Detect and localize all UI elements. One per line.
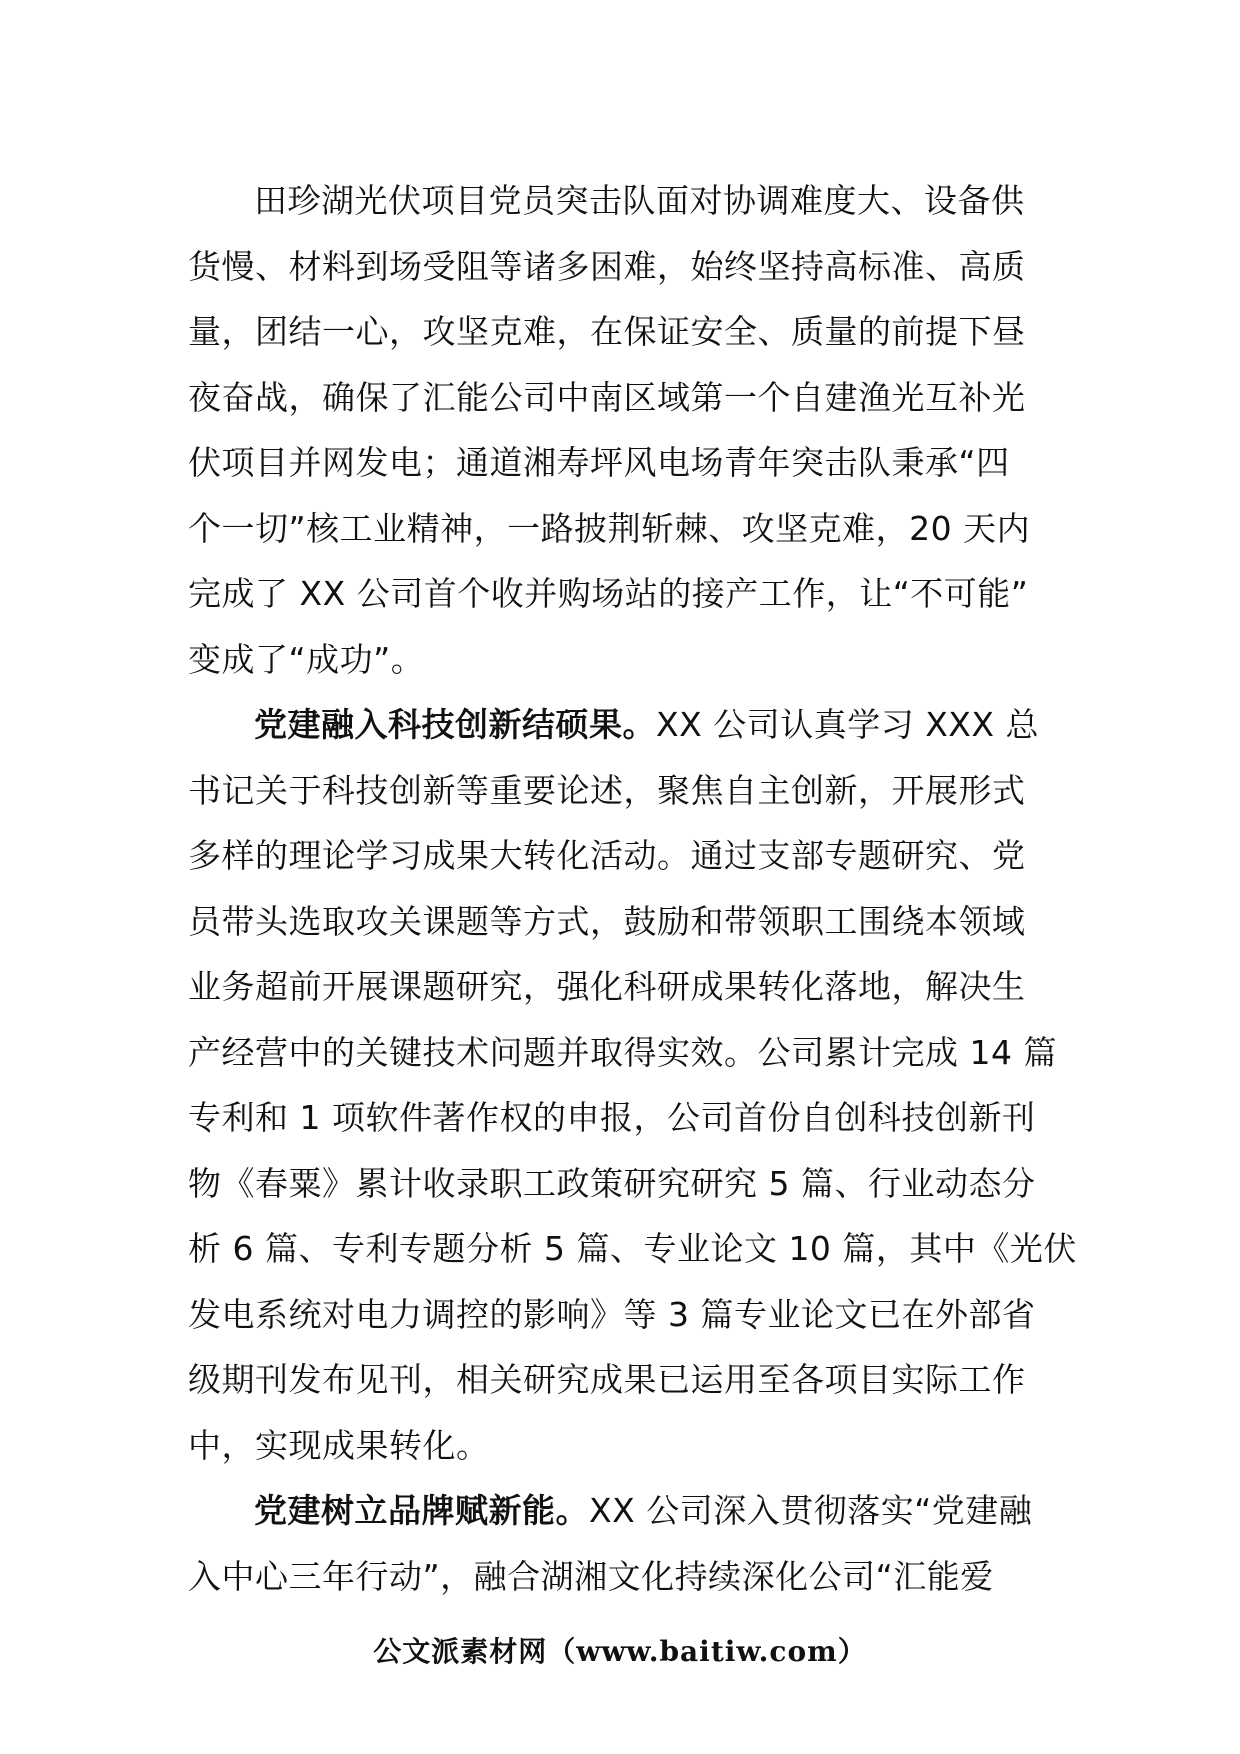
paragraph-tech-innovation [188,692,1077,1478]
text-line: 完成了 XX 公司首个收并购场站的接产工作，让“不可能” [188,574,1029,613]
text-line: 变成了“成功”。 [188,639,425,679]
text-line: 中，实现成果转化。 [188,1425,490,1465]
paragraph-heading: 党建融入科技创新结硕果。 [254,705,656,744]
text-line: 田珍湖光伏项目党员突击队面对协调难度大、设备供 [254,181,1025,220]
text-line: 员带头选取攻关课题等方式，鼓励和带领职工围绕本领域 [188,901,1026,941]
footer-watermark: 公文派素材网（www.baitiw.com） [373,1635,867,1668]
text-line: 析 6 篇、专利专题分析 5 篇、专业论文 10 篇，其中《光伏 [188,1229,1077,1268]
text-line: 量，团结一心，攻坚克难，在保证安全、质量的前提下昼 [188,312,1026,351]
text-line: 业务超前开展课题研究，强化科研成果转化落地，解决生 [188,967,1026,1006]
text-line: 产经营中的关键技术问题并取得实效。公司累计完成 14 篇 [188,1032,1057,1072]
text-run: XX 公司认真学习 XXX 总 [656,705,1040,744]
text-line: 伏项目并网发电；通道湘寿坪风电场青年突击队秉承“四 [188,443,1010,482]
text-line [188,692,1048,758]
paragraph-heading: 党建树立品牌赋新能。 [254,1491,589,1530]
text-line: 发电系统对电力调控的影响》等 3 篇专业论文已在外部省 [188,1294,1036,1334]
text-line: 级期刊发布见刊，相关研究成果已运用至各项目实际工作 [188,1360,1026,1399]
paragraph-project-teams [188,168,1048,692]
text-run: XX 公司深入贯彻落实“党建融 [589,1491,1033,1530]
body-text [188,168,1077,1609]
text-line: 专利和 1 项软件著作权的申报，公司首份自创科技创新刊 [188,1098,1036,1137]
paragraph-brand-building [188,1478,1048,1609]
text-line: 多样的理论学习成果大转化活动。通过支部专题研究、党 [188,836,1026,875]
text-line: 入中心三年行动”，融合湖湘文化持续深化公司“汇能爱 [188,1556,994,1596]
text-line: 夜奋战，确保了汇能公司中南区域第一个自建渔光互补光 [188,377,1026,417]
text-line: 货慢、材料到场受阻等诸多困难，始终坚持高标准、高质 [188,246,1026,286]
text-line: 书记关于科技创新等重要论述，聚焦自主创新，开展形式 [188,770,1026,810]
text-line [188,1478,1048,1544]
text-line: 物《春粟》累计收录职工政策研究研究 5 篇、行业动态分 [188,1163,1036,1203]
text-line: 个一切”核工业精神，一路披荆斩棘、攻坚克难，20 天内 [188,508,1031,548]
